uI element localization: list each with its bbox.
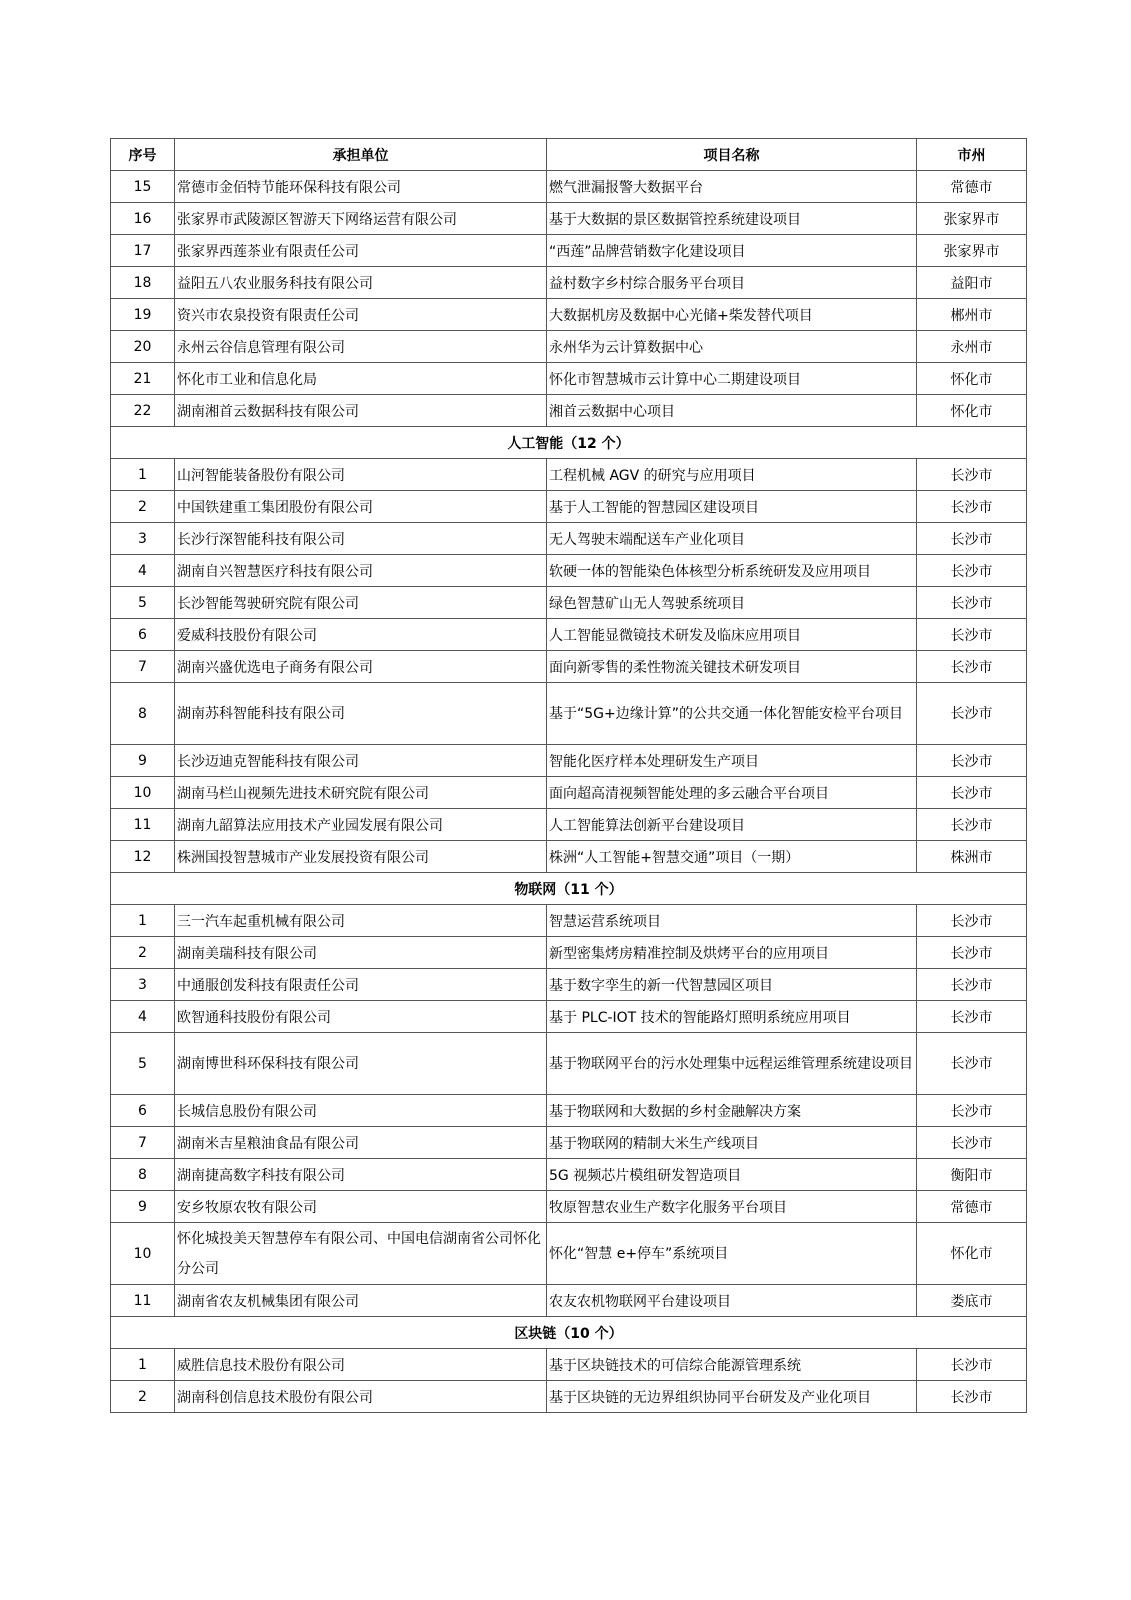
project-cell: 株洲“人工智能+智慧交通”项目（一期） [547,841,917,873]
row-number: 4 [111,1001,175,1033]
project-cell: 基于物联网平台的污水处理集中远程运维管理系统建设项目 [547,1033,917,1095]
table-row [111,1127,1027,1159]
unit-cell: 常德市金佰特节能环保科技有限公司 [175,171,547,203]
project-cell: 基于人工智能的智慧园区建设项目 [547,491,917,523]
unit-cell: 中通服创发科技有限责任公司 [175,969,547,1001]
unit-cell: 永州云谷信息管理有限公司 [175,331,547,363]
row-number: 19 [111,299,175,331]
row-number: 1 [111,1349,175,1381]
project-cell: 人工智能显微镜技术研发及临床应用项目 [547,619,917,651]
row-number: 22 [111,395,175,427]
row-number: 11 [111,809,175,841]
table-row [111,555,1027,587]
category-row [111,873,1027,905]
unit-cell: 怀化市工业和信息化局 [175,363,547,395]
row-number: 2 [111,491,175,523]
project-cell: 人工智能算法创新平台建设项目 [547,809,917,841]
city-cell: 长沙市 [917,555,1027,587]
city-cell: 长沙市 [917,619,1027,651]
table-row [111,1191,1027,1223]
project-cell: 基于区块链技术的可信综合能源管理系统 [547,1349,917,1381]
project-cell: 基于物联网和大数据的乡村金融解决方案 [547,1095,917,1127]
project-cell: 工程机械 AGV 的研究与应用项目 [547,459,917,491]
unit-cell: 湖南美瑞科技有限公司 [175,937,547,969]
table-row [111,1349,1027,1381]
city-cell: 衡阳市 [917,1159,1027,1191]
city-cell: 张家界市 [917,203,1027,235]
city-cell: 郴州市 [917,299,1027,331]
table-row [111,491,1027,523]
row-number: 1 [111,459,175,491]
category-heading: 人工智能（12 个） [111,427,1027,459]
city-cell: 长沙市 [917,523,1027,555]
project-cell: 绿色智慧矿山无人驾驶系统项目 [547,587,917,619]
city-cell: 长沙市 [917,905,1027,937]
city-cell: 长沙市 [917,777,1027,809]
row-number: 6 [111,1095,175,1127]
city-cell: 长沙市 [917,1095,1027,1127]
header-no: 序号 [111,139,175,171]
unit-cell: 湖南马栏山视频先进技术研究院有限公司 [175,777,547,809]
table-row [111,745,1027,777]
unit-cell: 长沙智能驾驶研究院有限公司 [175,587,547,619]
project-cell: “西莲”品牌营销数字化建设项目 [547,235,917,267]
table-row [111,1223,1027,1285]
row-number: 3 [111,969,175,1001]
city-cell: 长沙市 [917,745,1027,777]
row-number: 3 [111,523,175,555]
city-cell: 益阳市 [917,267,1027,299]
unit-cell: 怀化城投美天智慧停车有限公司、中国电信湖南省公司怀化分公司 [175,1223,547,1285]
project-cell: 基于物联网的精制大米生产线项目 [547,1127,917,1159]
row-number: 8 [111,683,175,745]
unit-cell: 张家界市武陵源区智游天下网络运营有限公司 [175,203,547,235]
project-cell: 面向超高清视频智能处理的多云融合平台项目 [547,777,917,809]
unit-cell: 爱威科技股份有限公司 [175,619,547,651]
category-row [111,1317,1027,1349]
project-cell: 燃气泄漏报警大数据平台 [547,171,917,203]
row-number: 16 [111,203,175,235]
city-cell: 长沙市 [917,1381,1027,1413]
row-number: 6 [111,619,175,651]
city-cell: 长沙市 [917,937,1027,969]
unit-cell: 湖南省农友机械集团有限公司 [175,1285,547,1317]
unit-cell: 安乡牧原农牧有限公司 [175,1191,547,1223]
table-row [111,235,1027,267]
row-number: 4 [111,555,175,587]
table-row [111,171,1027,203]
unit-cell: 中国铁建重工集团股份有限公司 [175,491,547,523]
city-cell: 常德市 [917,171,1027,203]
project-cell: 无人驾驶末端配送车产业化项目 [547,523,917,555]
unit-cell: 长城信息股份有限公司 [175,1095,547,1127]
table-row [111,587,1027,619]
project-cell: 永州华为云计算数据中心 [547,331,917,363]
unit-cell: 湖南湘首云数据科技有限公司 [175,395,547,427]
table-row [111,1001,1027,1033]
city-cell: 怀化市 [917,395,1027,427]
table-row [111,937,1027,969]
city-cell: 长沙市 [917,651,1027,683]
city-cell: 永州市 [917,331,1027,363]
unit-cell: 长沙迈迪克智能科技有限公司 [175,745,547,777]
row-number: 18 [111,267,175,299]
project-cell: 智慧运营系统项目 [547,905,917,937]
city-cell: 常德市 [917,1191,1027,1223]
table-row [111,363,1027,395]
unit-cell: 湖南九韶算法应用技术产业园发展有限公司 [175,809,547,841]
category-heading: 区块链（10 个） [111,1317,1027,1349]
city-cell: 长沙市 [917,1001,1027,1033]
unit-cell: 三一汽车起重机械有限公司 [175,905,547,937]
row-number: 10 [111,777,175,809]
unit-cell: 张家界西莲茶业有限责任公司 [175,235,547,267]
unit-cell: 山河智能装备股份有限公司 [175,459,547,491]
unit-cell: 湖南苏科智能科技有限公司 [175,683,547,745]
city-cell: 娄底市 [917,1285,1027,1317]
row-number: 7 [111,651,175,683]
row-number: 5 [111,1033,175,1095]
project-cell: 基于大数据的景区数据管控系统建设项目 [547,203,917,235]
project-cell: 大数据机房及数据中心光储+柴发替代项目 [547,299,917,331]
project-cell: 怀化“智慧 e+停车”系统项目 [547,1223,917,1285]
category-heading: 物联网（11 个） [111,873,1027,905]
category-row [111,427,1027,459]
unit-cell: 湖南兴盛优选电子商务有限公司 [175,651,547,683]
project-cell: 基于 PLC-IOT 技术的智能路灯照明系统应用项目 [547,1001,917,1033]
city-cell: 长沙市 [917,459,1027,491]
table-row [111,841,1027,873]
table-row [111,203,1027,235]
table-row [111,395,1027,427]
table-row [111,905,1027,937]
city-cell: 长沙市 [917,1349,1027,1381]
unit-cell: 长沙行深智能科技有限公司 [175,523,547,555]
city-cell: 长沙市 [917,587,1027,619]
unit-cell: 湖南自兴智慧医疗科技有限公司 [175,555,547,587]
city-cell: 张家界市 [917,235,1027,267]
project-cell: 5G 视频芯片模组研发智造项目 [547,1159,917,1191]
unit-cell: 湖南科创信息技术股份有限公司 [175,1381,547,1413]
project-cell: 面向新零售的柔性物流关键技术研发项目 [547,651,917,683]
table-row [111,1285,1027,1317]
project-cell: 基于“5G+边缘计算”的公共交通一体化智能安检平台项目 [547,683,917,745]
city-cell: 长沙市 [917,1033,1027,1095]
table-row [111,1159,1027,1191]
table-row [111,651,1027,683]
city-cell: 长沙市 [917,491,1027,523]
project-cell: 基于区块链的无边界组织协同平台研发及产业化项目 [547,1381,917,1413]
row-number: 9 [111,1191,175,1223]
table-row [111,1095,1027,1127]
row-number: 10 [111,1223,175,1285]
table-row [111,1033,1027,1095]
table-row [111,459,1027,491]
city-cell: 长沙市 [917,683,1027,745]
unit-cell: 湖南博世科环保科技有限公司 [175,1033,547,1095]
unit-cell: 湖南米吉星粮油食品有限公司 [175,1127,547,1159]
table-row [111,777,1027,809]
table-row [111,331,1027,363]
project-cell: 湘首云数据中心项目 [547,395,917,427]
project-cell: 智能化医疗样本处理研发生产项目 [547,745,917,777]
row-number: 9 [111,745,175,777]
project-cell: 益村数字乡村综合服务平台项目 [547,267,917,299]
city-cell: 长沙市 [917,1127,1027,1159]
unit-cell: 欧智通科技股份有限公司 [175,1001,547,1033]
project-cell: 牧原智慧农业生产数字化服务平台项目 [547,1191,917,1223]
row-number: 7 [111,1127,175,1159]
unit-cell: 湖南捷高数字科技有限公司 [175,1159,547,1191]
row-number: 5 [111,587,175,619]
unit-cell: 资兴市农泉投资有限责任公司 [175,299,547,331]
project-list-table [110,138,1027,1413]
project-cell: 软硬一体的智能染色体核型分析系统研发及应用项目 [547,555,917,587]
city-cell: 怀化市 [917,1223,1027,1285]
row-number: 2 [111,937,175,969]
project-cell: 怀化市智慧城市云计算中心二期建设项目 [547,363,917,395]
row-number: 15 [111,171,175,203]
table-row [111,969,1027,1001]
row-number: 21 [111,363,175,395]
unit-cell: 株洲国投智慧城市产业发展投资有限公司 [175,841,547,873]
city-cell: 长沙市 [917,969,1027,1001]
header-unit: 承担单位 [175,139,547,171]
project-cell: 基于数字孪生的新一代智慧园区项目 [547,969,917,1001]
unit-cell: 威胜信息技术股份有限公司 [175,1349,547,1381]
row-number: 17 [111,235,175,267]
row-number: 20 [111,331,175,363]
table-row [111,299,1027,331]
row-number: 12 [111,841,175,873]
table-header-row [111,139,1027,171]
row-number: 1 [111,905,175,937]
city-cell: 长沙市 [917,809,1027,841]
header-city: 市州 [917,139,1027,171]
project-cell: 农友农机物联网平台建设项目 [547,1285,917,1317]
row-number: 11 [111,1285,175,1317]
table-row [111,683,1027,745]
table-row [111,523,1027,555]
unit-cell: 益阳五八农业服务科技有限公司 [175,267,547,299]
table-row [111,267,1027,299]
project-cell: 新型密集烤房精准控制及烘烤平台的应用项目 [547,937,917,969]
header-project: 项目名称 [547,139,917,171]
row-number: 2 [111,1381,175,1413]
table-row [111,619,1027,651]
city-cell: 株洲市 [917,841,1027,873]
table-row [111,1381,1027,1413]
row-number: 8 [111,1159,175,1191]
city-cell: 怀化市 [917,363,1027,395]
table-body [111,171,1027,1413]
table-row [111,809,1027,841]
